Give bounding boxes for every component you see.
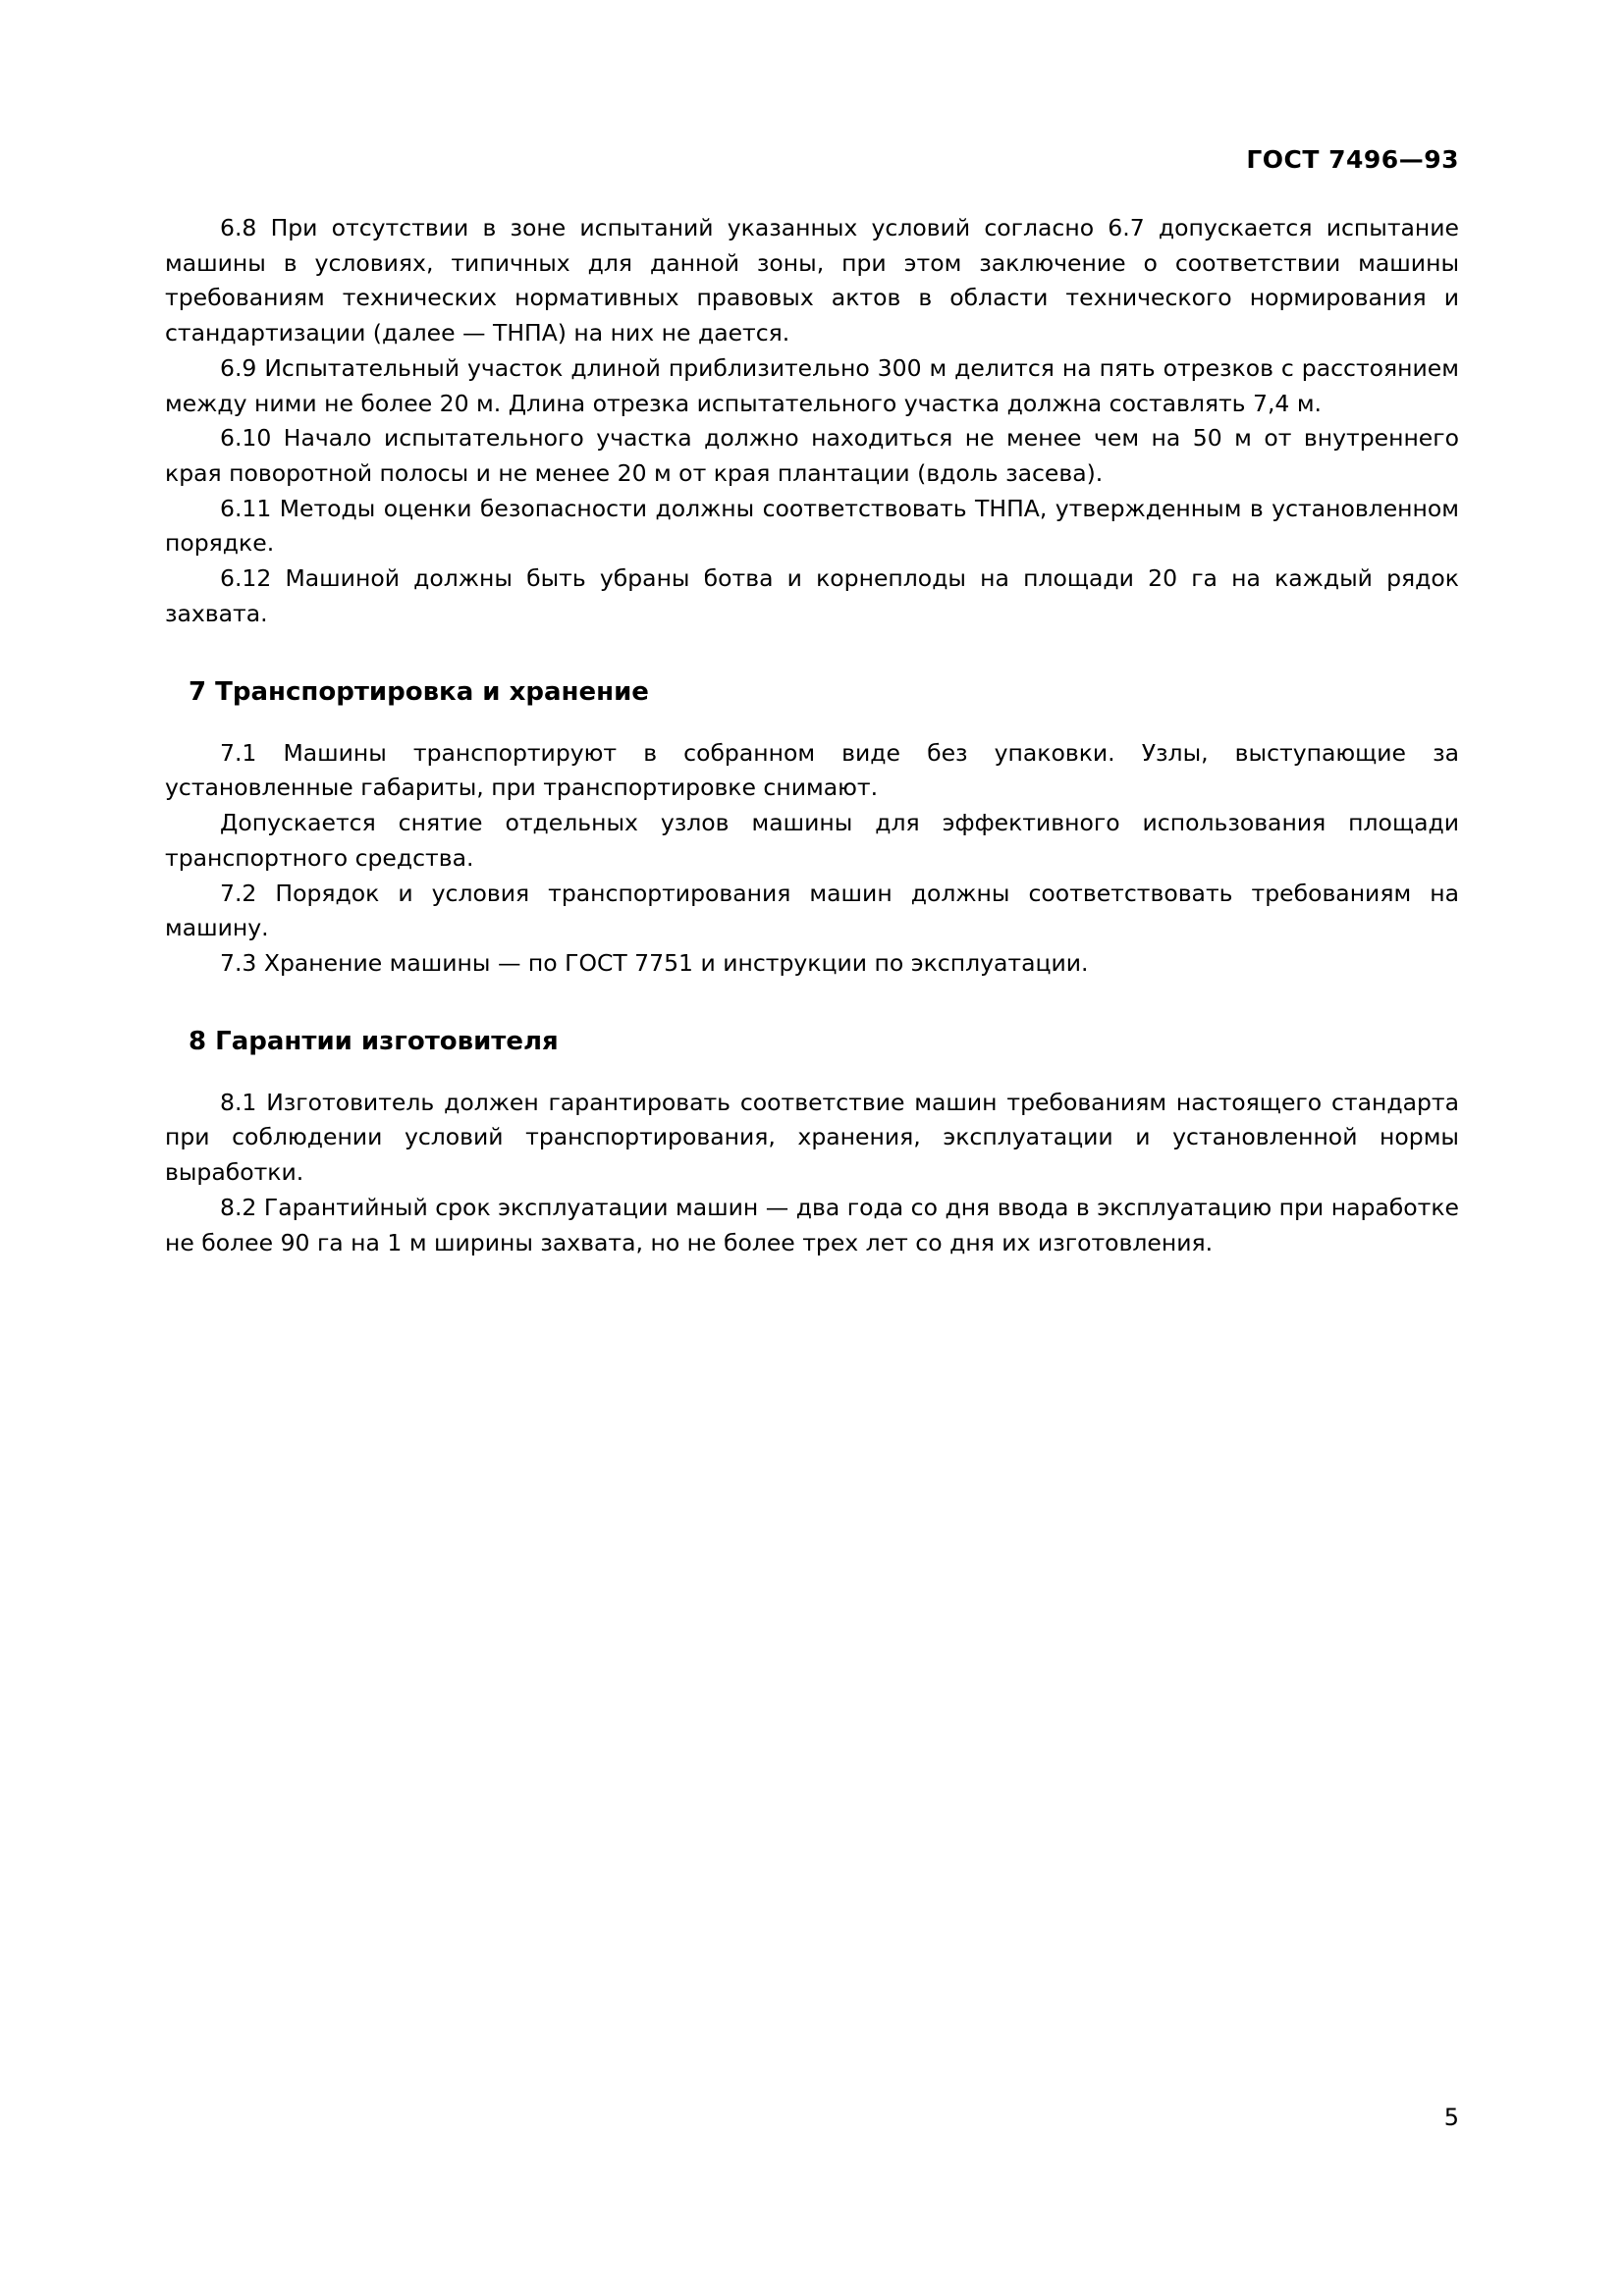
- paragraph-8-1: 8.1 Изготовитель должен гарантировать соответствие машин требованиям настоящего стандарта при соблюдении условий транспортирования, хранения, эксплуатации и установленной нормы выработки.: [165, 1088, 1459, 1187]
- spacer: [165, 632, 1459, 677]
- section-heading-7: 7 Транспортировка и хранение: [189, 676, 649, 707]
- paragraph-7-1-note: Допускается снятие отдельных узлов машины для эффективного использования площади транспортного средства.: [165, 809, 1459, 872]
- paragraph-6-12: 6.12 Машиной должны быть убраны ботва и корнеплоды на площади 20 га на каждый рядок захвата.: [165, 564, 1459, 627]
- section-heading-8: 8 Гарантии изготовителя: [189, 1026, 559, 1056]
- paragraph-7-2: 7.2 Порядок и условия транспортирования машин должны соответствовать требованиям на машину.: [165, 879, 1459, 942]
- paragraph-6-11: 6.11 Методы оценки безопасности должны соответствовать ТНПА, утвержденным в установленном порядке.: [165, 494, 1459, 558]
- spacer: [165, 1056, 1459, 1086]
- document-body: [165, 211, 1459, 1260]
- paragraph-6-8: 6.8 При отсутствии в зоне испытаний указанных условий согласно 6.7 допускается испытание машины в условиях, типичных для данной зоны, при этом заключение о соответствии машины требованиям технических нормативных правовых актов в области технического нормирования и стандартизации (далее — ТНПА) на них не дается.: [165, 214, 1459, 347]
- paragraph-7-3: 7.3 Хранение машины — по ГОСТ 7751 и инструкции по эксплуатации.: [220, 948, 1089, 977]
- spacer: [165, 982, 1459, 1027]
- page-header-standard-number: ГОСТ 7496—93: [1246, 145, 1459, 174]
- paragraph-8-2: 8.2 Гарантийный срок эксплуатации машин — два года со дня ввода в эксплуатацию при наработке не более 90 га на 1 м ширины захвата, но не более трех лет со дня их изготовления.: [165, 1193, 1459, 1256]
- paragraph-6-9: 6.9 Испытательный участок длиной приблизительно 300 м делится на пять отрезков с расстоянием между ними не более 20 м. Длина отрезка испытательного участка должна составлять 7,4 м.: [165, 353, 1459, 417]
- paragraph-7-1: 7.1 Машины транспортируют в собранном виде без упаковки. Узлы, выступающие за установленные габариты, при транспортировке снимают.: [165, 738, 1459, 802]
- page-number: 5: [1443, 2104, 1459, 2131]
- paragraph-6-10: 6.10 Начало испытательного участка должно находиться не менее чем на 50 м от внутреннего края поворотной полосы и не менее 20 м от края плантации (вдоль засева).: [165, 424, 1459, 488]
- spacer: [165, 707, 1459, 736]
